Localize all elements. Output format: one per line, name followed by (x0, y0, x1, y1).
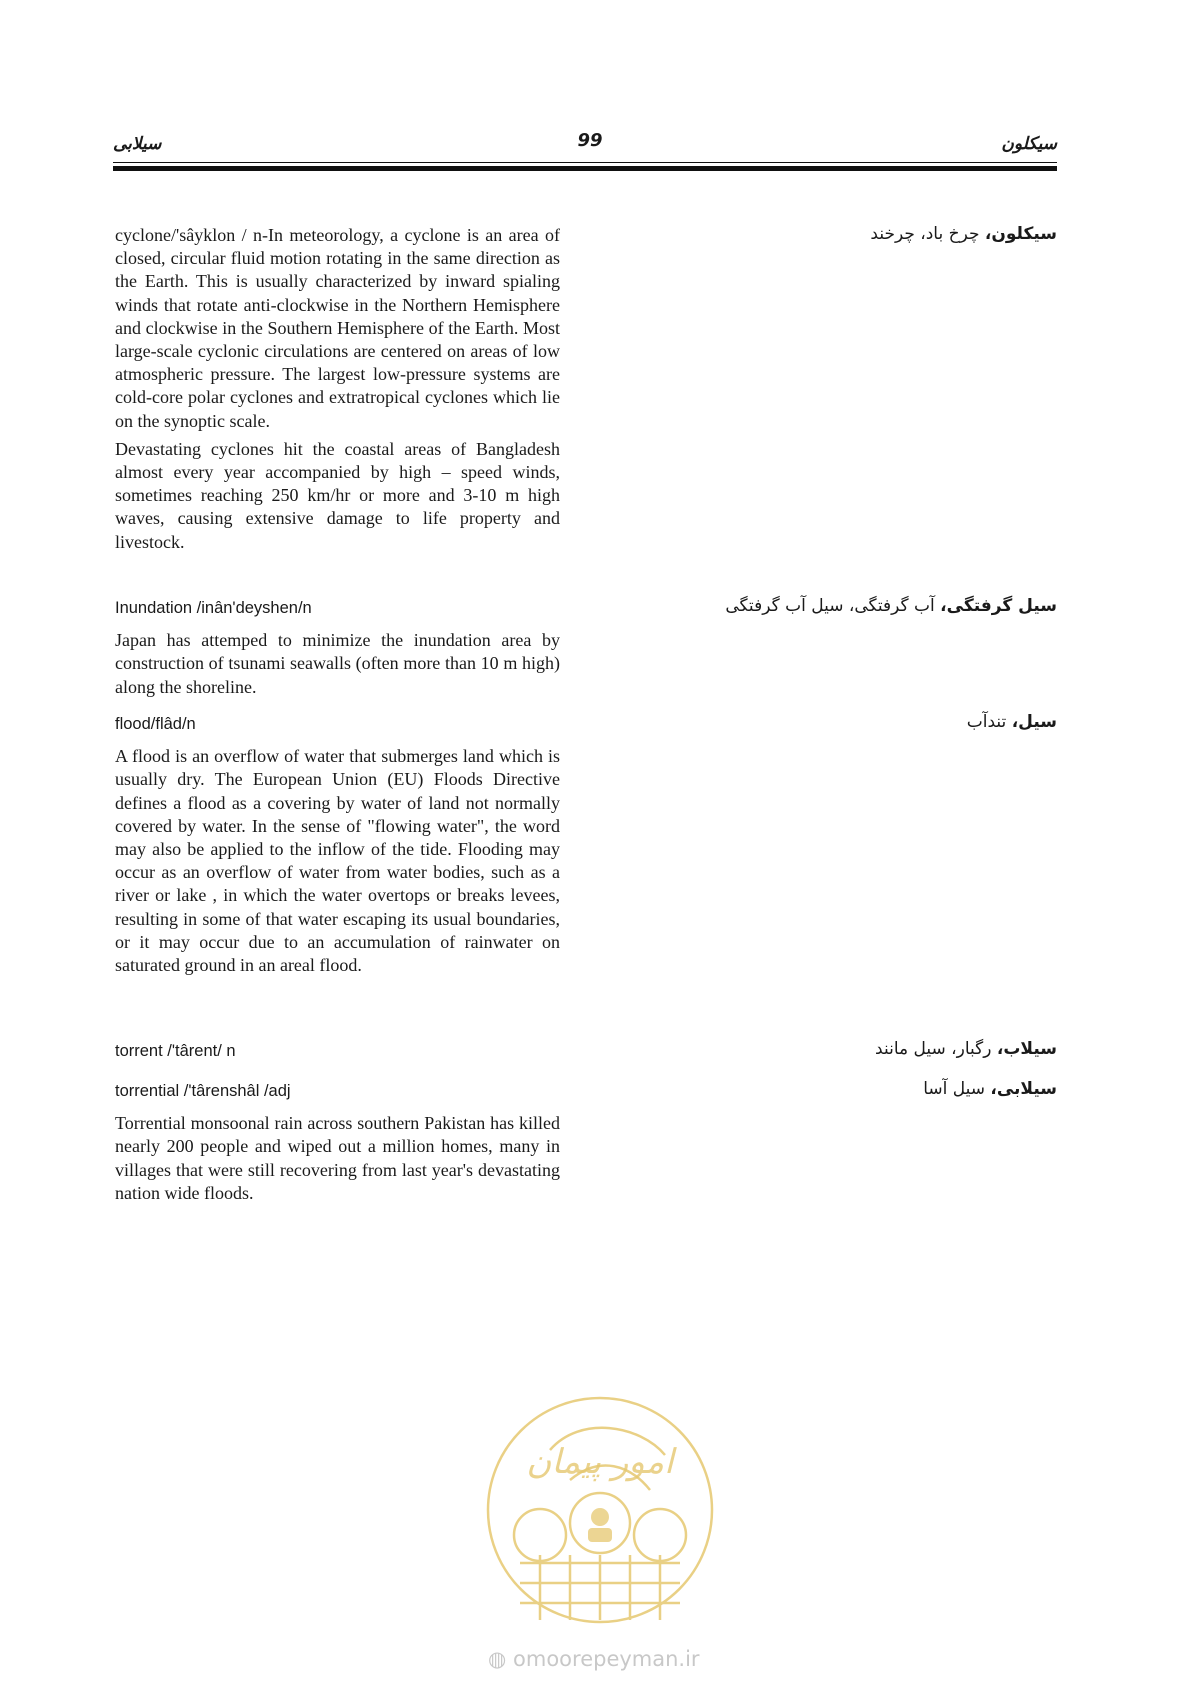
entry-torrential (115, 1080, 560, 1205)
entry-cyclone (115, 224, 560, 554)
entry-term: torrent /'târent/ n (115, 1042, 236, 1060)
running-header-left: سیلابی (113, 134, 162, 154)
logo-text: امور پیمان (526, 1442, 674, 1482)
fa-entry-inundation (725, 596, 1057, 616)
fa-equivalents: تندآب (966, 712, 1012, 732)
fa-headword: سیکلون، (984, 224, 1057, 244)
fa-headword: سیلابی، (990, 1079, 1057, 1099)
watermark-url-text: omoorepeyman.ir (513, 1647, 700, 1671)
watermark-url (488, 1647, 700, 1671)
header-rule-thin (113, 162, 1057, 163)
entry-example: Devastating cyclones hit the coastal areas of Bangladesh almost every year accompanied by high – speed winds, sometimes reaching 250 km/hr or more and 3-10 m high waves, causing extensive damage to life property and livestock. (115, 438, 560, 552)
entry-example: Torrential monsoonal rain across southern Pakistan has killed nearly 200 people and wiped out a million homes, many in villages that were still recovering from last year's devastating nation wide floods. (115, 1113, 560, 1203)
entry-inundation (115, 597, 560, 699)
entry-example: Japan has attemped to minimize the inundation area by construction of tsunami seawalls (often more than 10 m high) along the shoreline. (115, 630, 560, 697)
fa-headword: سیل، (1011, 712, 1057, 732)
globe-icon: ◍ (488, 1647, 507, 1671)
fa-headword: سیلاب، (996, 1039, 1057, 1059)
fa-equivalents: چرخ باد، چرخند (870, 224, 985, 244)
fa-equivalents: آب گرفتگی، سیل آب گرفتگی (725, 596, 941, 616)
entry-term: Inundation /inân'deyshen/n (115, 599, 312, 617)
fa-entry-torrent (875, 1039, 1057, 1059)
entry-term: torrential /'târenshâl /adj (115, 1082, 291, 1100)
fa-entry-flood (967, 712, 1057, 732)
entry-torrent (115, 1040, 560, 1063)
fa-headword: سیل گرفتگی، (940, 596, 1057, 616)
entry-term: flood/flâd/n (115, 715, 196, 733)
fa-equivalents: رگبار، سیل مانند (875, 1039, 997, 1059)
fa-entry-torrential (923, 1079, 1057, 1099)
entry-flood (115, 713, 560, 977)
fa-entry-cyclone (870, 224, 1057, 244)
entry-definition: cyclone/'sâyklon / n-In meteorology, a cyclone is an area of closed, circular fluid motion rotating in the same direction as the Earth. This is usually characterized by inward spialing winds that rotate anti-clockwise in the Northern Hemisphere and clockwise in the Southern Hemisphere of the Earth. Most large-scale cyclonic circulations are centered on areas of low atmospheric pressure. The largest low-pressure systems are cold-core polar cyclones and extratropical cyclones which lie on the synoptic scale. (115, 225, 560, 431)
entry-example: A flood is an overflow of water that submerges land which is usually dry. The European Union (EU) Floods Directive defines a flood as a covering by water of land not normally covered by water. In the sense of "flowing water", the word may also be applied to the inflow of the tide. Flooding may occur as an overflow of water from water bodies, such as a river or lake , in which the water overtops or breaks levees, resulting in some of that water escaping its usual boundaries, or it may occur due to an accumulation of rainwater on saturated ground in an areal flood. (115, 746, 560, 976)
fa-equivalents: سیل آسا (923, 1079, 991, 1099)
running-header-right: سیکلون (1001, 134, 1057, 154)
header-rule-thick (113, 166, 1057, 171)
publisher-logo-watermark (480, 1395, 720, 1635)
page-number: 99 (577, 130, 603, 151)
